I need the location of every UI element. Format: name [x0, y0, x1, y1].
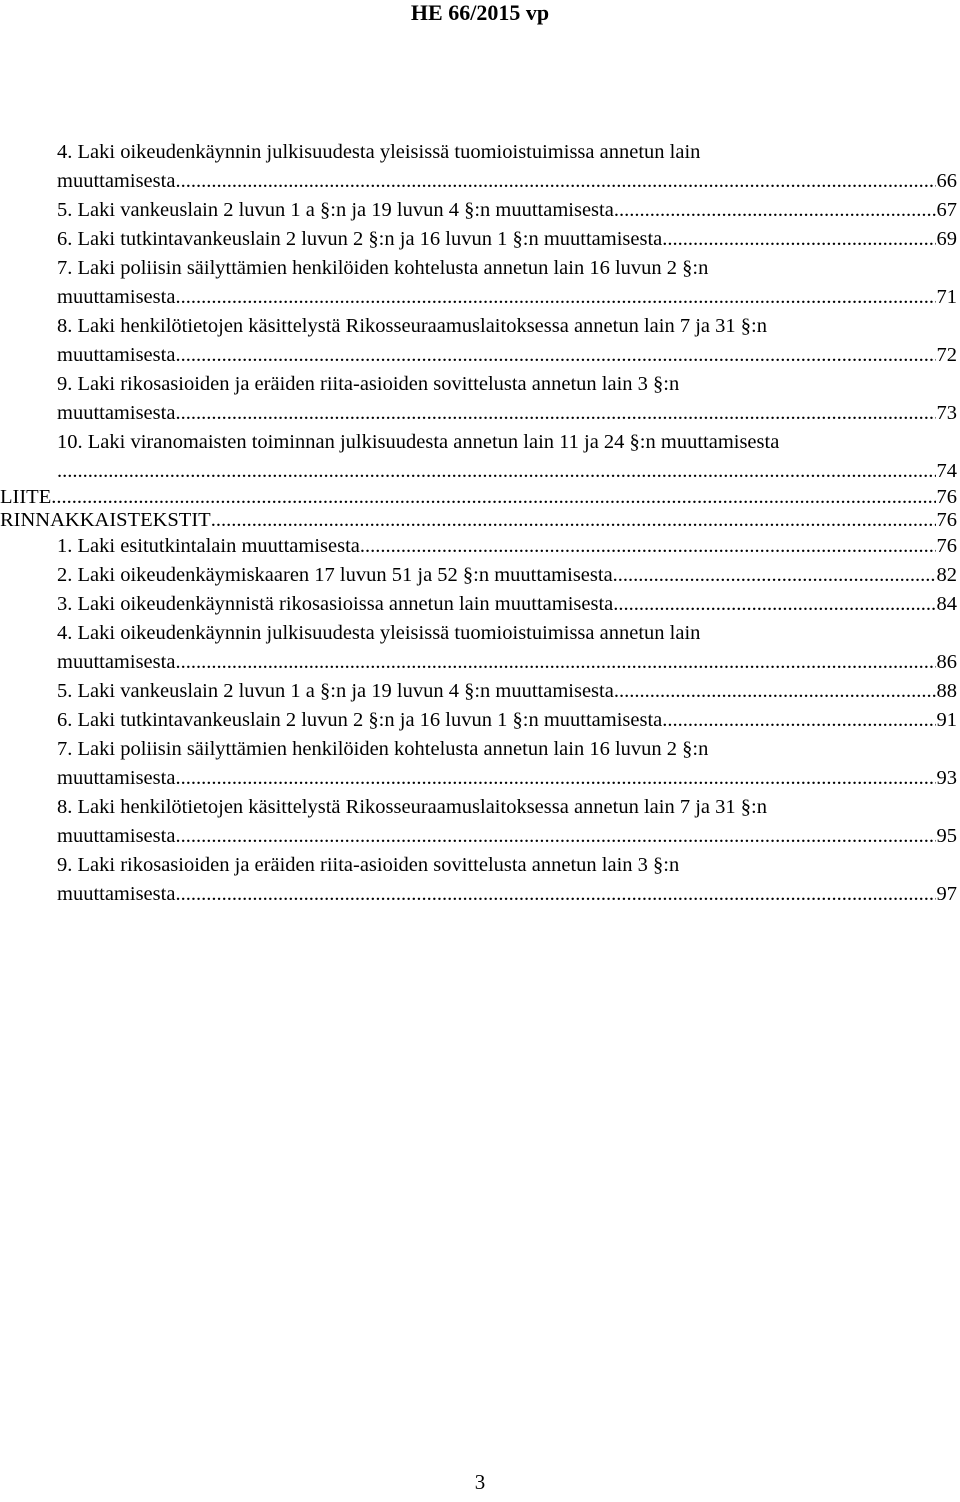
dot-leader [662, 706, 935, 735]
toc-page-number: 67 [936, 199, 957, 221]
toc-entry-title: 1. Laki esitutkintalain muuttamisesta [57, 535, 360, 557]
toc-page-number: 69 [936, 228, 957, 250]
toc-entry-title: LIITE [0, 486, 52, 508]
toc-entry[interactable] [57, 138, 957, 196]
toc-entry-title: RINNAKKAISTEKSTIT [0, 509, 211, 531]
dot-leader [614, 677, 936, 706]
toc-entry-title: muuttamisesta [57, 825, 176, 847]
toc-page-number: 91 [936, 709, 957, 731]
toc-entry[interactable] [57, 851, 957, 909]
toc-page-number: 71 [936, 286, 957, 308]
toc-entry-title: muuttamisesta [57, 883, 176, 905]
toc-entry[interactable] [57, 532, 957, 561]
toc-entry-text: 10. Laki viranomaisten toiminnan julkisuudesta annetun lain 11 ja 24 §:n muuttamisesta [57, 431, 780, 453]
toc-entry-title: 2. Laki oikeudenkäymiskaaren 17 luvun 51 ja 52 §:n muuttamisesta [57, 564, 613, 586]
toc-page-number: 72 [936, 344, 957, 366]
dot-leader [613, 561, 936, 590]
dot-leader [175, 399, 935, 428]
toc-entry[interactable] [57, 254, 957, 312]
toc-entry-text: 7. Laki poliisin säilyttämien henkilöiden kohtelusta annetun lain 16 luvun 2 §:n [57, 738, 709, 760]
page-header: HE 66/2015 vp [410, 0, 550, 25]
dot-leader [662, 225, 935, 254]
toc-entry[interactable] [57, 793, 957, 851]
toc-page-number: 74 [936, 460, 957, 482]
toc-entry-title: 6. Laki tutkintavankeuslain 2 luvun 2 §:n ja 16 luvun 1 §:n muuttamisesta [57, 709, 663, 731]
toc-entry-text: 8. Laki henkilötietojen käsittelystä Rikosseuraamuslaitoksessa annetun lain 7 ja 31 §:n [57, 315, 767, 337]
toc-entry-title: muuttamisesta [57, 651, 176, 673]
dot-leader [57, 457, 936, 486]
toc-page-number: 86 [936, 651, 957, 673]
toc-entry-text: 9. Laki rikosasioiden ja eräiden riita-asioiden sovittelusta annetun lain 3 §:n [57, 854, 680, 876]
toc-entry[interactable] [0, 509, 957, 532]
toc-entry-text: 8. Laki henkilötietojen käsittelystä Rikosseuraamuslaitoksessa annetun lain 7 ja 31 §:n [57, 796, 767, 818]
toc-entry[interactable] [0, 486, 957, 509]
toc-entry-title: muuttamisesta [57, 402, 176, 424]
toc-page-number: 76 [936, 486, 957, 508]
toc-page-number: 73 [936, 402, 957, 424]
toc-entry[interactable] [57, 561, 957, 590]
toc-entry[interactable] [57, 428, 957, 486]
toc-entry-title: muuttamisesta [57, 286, 176, 308]
toc-entry-text: 4. Laki oikeudenkäynnin julkisuudesta yleisissä tuomioistuimissa annetun lain [57, 622, 701, 644]
toc-page-number: 76 [936, 509, 957, 531]
dot-leader [175, 648, 935, 677]
toc-page-number: 82 [936, 564, 957, 586]
page-number: 3 [474, 1470, 486, 1494]
toc-page-number: 88 [936, 680, 957, 702]
toc-entry-text: 4. Laki oikeudenkäynnin julkisuudesta yleisissä tuomioistuimissa annetun lain [57, 141, 701, 163]
dot-leader [175, 822, 935, 851]
toc-entry[interactable] [57, 677, 957, 706]
toc-entry[interactable] [57, 590, 957, 619]
toc-page-number: 97 [936, 883, 957, 905]
toc-entry-title: 5. Laki vankeuslain 2 luvun 1 a §:n ja 19 luvun 4 §:n muuttamisesta [57, 680, 614, 702]
dot-leader [175, 341, 935, 370]
toc-entry[interactable] [57, 706, 957, 735]
dot-leader [51, 486, 935, 509]
toc-entry-title: muuttamisesta [57, 767, 176, 789]
table-of-contents [0, 138, 957, 909]
dot-leader [613, 590, 935, 619]
toc-entry-title: 6. Laki tutkintavankeuslain 2 luvun 2 §:n ja 16 luvun 1 §:n muuttamisesta [57, 228, 663, 250]
dot-leader [175, 283, 935, 312]
dot-leader [360, 532, 936, 561]
dot-leader [175, 167, 935, 196]
dot-leader [175, 880, 935, 909]
toc-page-number: 84 [936, 593, 957, 615]
dot-leader [175, 764, 935, 793]
toc-page-number: 93 [936, 767, 957, 789]
dot-leader [211, 509, 936, 532]
toc-entry-title: 5. Laki vankeuslain 2 luvun 1 a §:n ja 19 luvun 4 §:n muuttamisesta [57, 199, 614, 221]
toc-entry[interactable] [57, 619, 957, 677]
toc-page-number: 76 [936, 535, 957, 557]
toc-entry[interactable] [57, 735, 957, 793]
toc-entry[interactable] [57, 225, 957, 254]
toc-page-number: 95 [936, 825, 957, 847]
toc-entry-title: muuttamisesta [57, 344, 176, 366]
toc-entry-text: 7. Laki poliisin säilyttämien henkilöiden kohtelusta annetun lain 16 luvun 2 §:n [57, 257, 709, 279]
toc-entry[interactable] [57, 370, 957, 428]
toc-entry[interactable] [57, 196, 957, 225]
toc-entry[interactable] [57, 312, 957, 370]
toc-entry-title: 3. Laki oikeudenkäynnistä rikosasioissa annetun lain muuttamisesta [57, 593, 614, 615]
toc-page-number: 66 [936, 170, 957, 192]
toc-entry-text: 9. Laki rikosasioiden ja eräiden riita-asioiden sovittelusta annetun lain 3 §:n [57, 373, 680, 395]
dot-leader [614, 196, 936, 225]
toc-entry-title: muuttamisesta [57, 170, 176, 192]
